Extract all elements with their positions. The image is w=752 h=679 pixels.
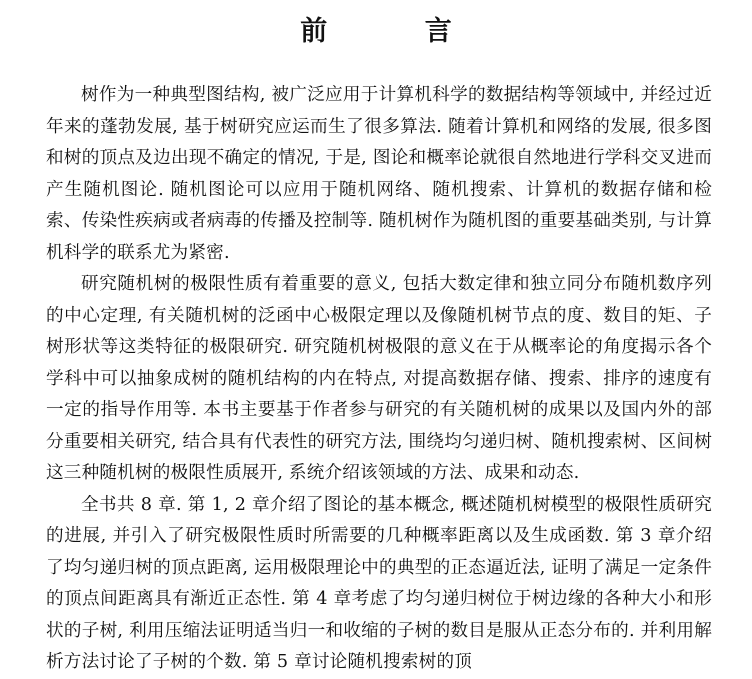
page-title: 前 言 xyxy=(300,16,496,47)
body-text xyxy=(46,80,712,679)
paragraph-1: 树作为一种典型图结构, 被广泛应用于计算机科学的数据结构等领域中, 并经过近年来的蓬勃发展, 基于树研究应运而生了很多算法. 随着计算机和网络的发展, 很多图和树的顶点及边出现不确定的情况, 于是, 图论和概率论就很自然地进行学科交叉进而产生随机图论. 随机图论可以应用于随机网络、随机搜索、计算机的数据存储和检索、传染性疾病或者病毒的传播及控制等. 随机树作为随机图的重要基础类别, 与计算机科学的联系尤为紧密. xyxy=(46,85,712,263)
paragraph-2: 研究随机树的极限性质有着重要的意义, 包括大数定律和独立同分布随机数序列的中心定理, 有关随机树的泛函中心极限定理以及像随机树节点的度、数目的矩、子树形状等这类特征的极限研究. 研究随机树极限的意义在于从概率论的角度揭示各个学科中可以抽象成树的随机结构的内在特点, 对提高数据存储、搜索、排序的速度有一定的指导作用等. 本书主要基于作者参与研究的有关随机树的成果以及国内外的部分重要相关研究, 结合具有代表性的研究方法, 围绕均匀递归树、随机搜索树、区间树这三种随机树的极限性质展开, 系统介绍该领域的方法、成果和动态. xyxy=(46,274,712,483)
paragraph-3: 全书共 8 章. 第 1, 2 章介绍了图论的基本概念, 概述随机树模型的极限性质研究的进展, 并引入了研究极限性质时所需要的几种概率距离以及生成函数. 第 3 章介绍了均匀递归树的顶点距离, 运用极限理论中的典型的正态逼近法, 证明了满足一定条件的顶点间距离具有渐近正态性. 第 4 章考虑了均匀递归树位于树边缘的各种大小和形状的子树, 利用压缩法证明适当归一和收缩的子树的数目是服从正态分布的. 并利用解析方法讨论了子树的个数. 第 5 章讨论随机搜索树的顶 xyxy=(46,494,712,672)
